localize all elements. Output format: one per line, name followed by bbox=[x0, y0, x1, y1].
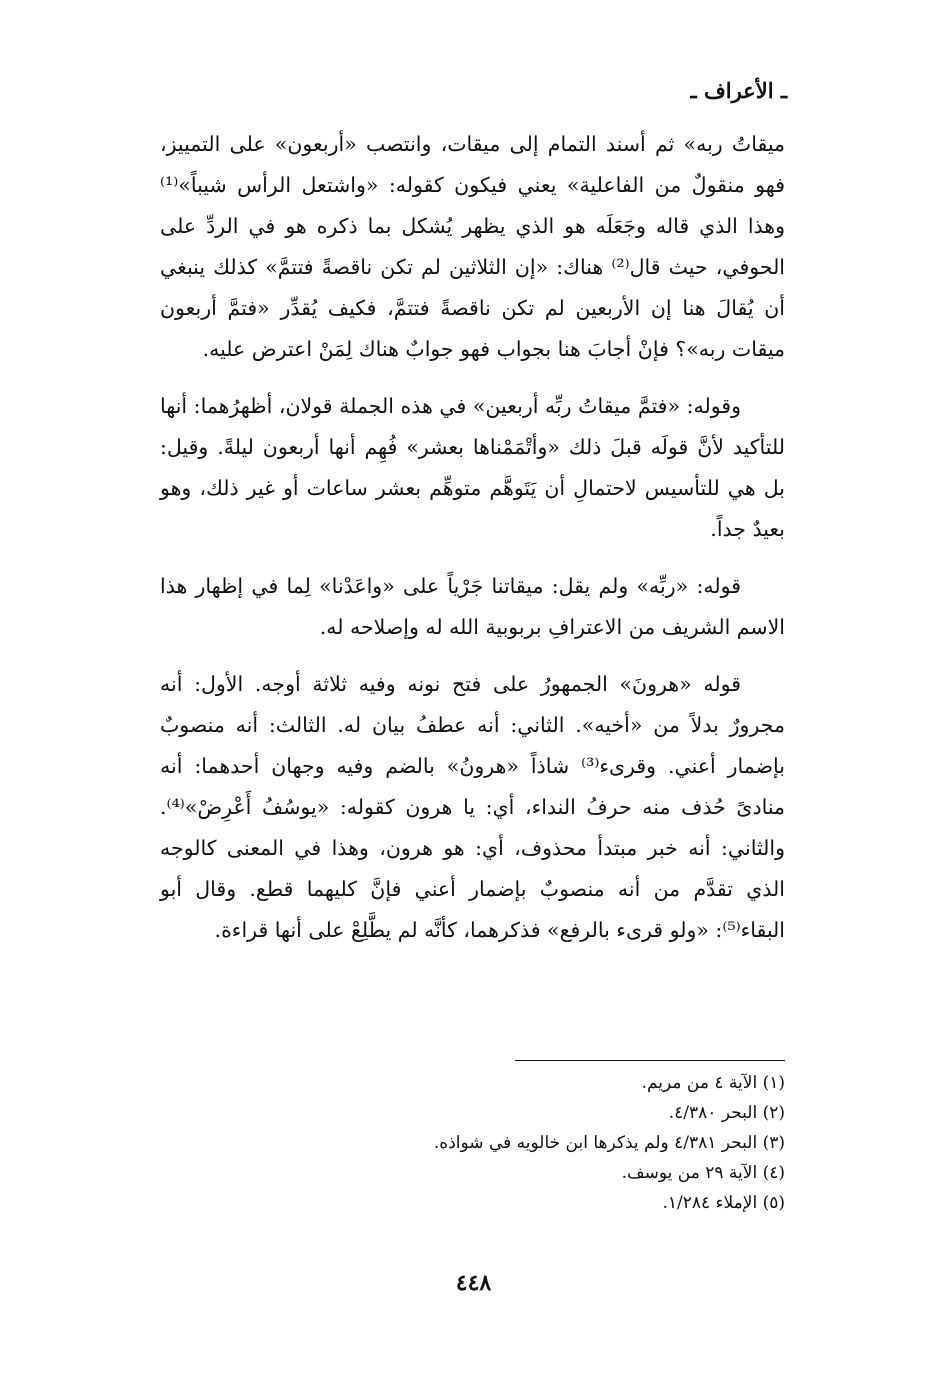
footnote-3: (٣) البحر ٤/٣٨١ ولم يذكرها ابن خالويه في شواذه. bbox=[433, 1133, 785, 1153]
footnote-1: (١) الآية ٤ من مريم. bbox=[641, 1073, 785, 1093]
paragraph-3: قوله: «ربِّه» ولم يقل: ميقاتنا جَرْياً على «واعَدْنا» لِما في إظهار هذا الاسم الشريف من الاعترافِ بربوبية الله له وإصلاحه له. bbox=[160, 574, 785, 639]
page-number: ٤٤٨ bbox=[455, 1270, 492, 1296]
footnotes bbox=[160, 1068, 785, 1218]
footnote-4: (٤) الآية ٢٩ من يوسف. bbox=[621, 1163, 785, 1183]
paragraph-1: ميقاتُ ربه» ثم أسند التمام إلى ميقات، وانتصب «أربعون» على التمييز، فهو منقولٌ من الفاعلية» يعني فيكون كقوله: «واشتعل الرأس شيباً»⁽¹⁾ وهذا الذي قاله وجَعَلَه هو الذي يظهر يُشكل بما ذكره هو في الردِّ على الحوفي، حيث قال⁽²⁾ هناك: «إن الثلاثين لم تكن ناقصةً فتتمَّ» كذلك ينبغي أن يُقالَ هنا إن الأربعين لم تكن ناقصةً فتتمَّ، فكيف يُقدِّر «فتمَّ أربعون ميقات ربه»؟ فإنْ أجابَ هنا بجواب فهو جوابٌ هناك لِمَنْ اعترض عليه. bbox=[160, 132, 786, 361]
paragraph-2: وقوله: «فتمَّ ميقاتُ ربِّه أربعين» في هذه الجملة قولان، أظهرُهما: أنها للتأكيد لأنَّ قولَه قبلَ ذلك «وأتْمَمْناها بعشر» فُهِم أنها أربعون ليلةً. وقيل: بل هي للتأسيس لاحتمالِ أن يَتَوهَّم متوهِّم بعشر ساعات أو غير ذلك، وهو بعيدٌ جداً. bbox=[160, 394, 785, 541]
footnote-2: (٢) البحر ٤/٣٨٠. bbox=[668, 1103, 785, 1123]
footnote-divider bbox=[515, 1060, 785, 1061]
body-text bbox=[160, 124, 785, 967]
footnote-5: (٥) الإملاء ١/٢٨٤. bbox=[662, 1193, 785, 1213]
running-header: ـ الأعراف ـ bbox=[690, 78, 787, 103]
paragraph-4: قوله «هرونَ» الجمهورُ على فتح نونه وفيه ثلاثة أوجه. الأول: أنه مجرورٌ بدلاً من «أخيه». الثاني: أنه عطفُ بيان له. الثالث: أنه منصوبٌ بإضمار أعني. وقرىء⁽³⁾ شاذاً «هرونُ» بالضم وفيه وجهان أحدهما: أنه منادىً حُذف منه حرفُ النداء، أي: يا هرون كقوله: «يوسُفُ أَعْرِضْ»⁽⁴⁾. والثاني: أنه خبر مبتدأ محذوف، أي: هو هرون، وهذا في المعنى كالوجه الذي تقدَّم من أنه منصوبٌ بإضمار أعني فإنَّ كليهما قطع. وقال أبو البقاء⁽⁵⁾: «ولو قرىء بالرفع» فذكرهما، كأنَّه لم يطَّلِعْ على أنها قراءة. bbox=[160, 672, 785, 942]
